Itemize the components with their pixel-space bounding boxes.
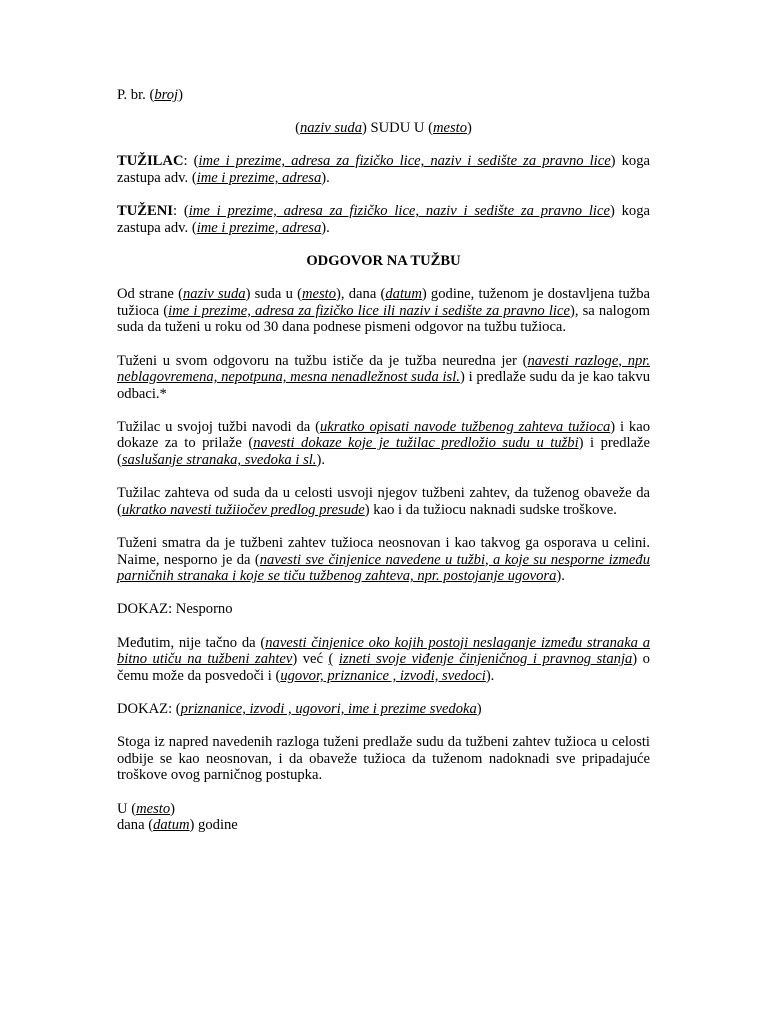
paragraph-delivery: Od strane (naziv suda) suda u (mesto), dana (datum) godine, tuženom je dostavljena tužba tužioca (ime i prezime, adresa za fizičko lice ili naziv i sedište za pravno lice), sa nalogom suda da tuženi u roku od 30 dana podnese pismeni odgovor na tužbu tužioca. xyxy=(117,286,650,336)
court-heading: (naziv suda) SUDU U (mesto) xyxy=(295,120,472,137)
placeholder-mesto: mesto xyxy=(136,800,171,817)
placeholder-defendant-lawyer: ime i prezime, adresa xyxy=(196,219,322,236)
plaintiff-label: TUŽILAC xyxy=(117,153,184,170)
placeholder-broj: broj xyxy=(154,87,179,103)
case-number: P. br. (broj) xyxy=(117,87,183,103)
placeholder-mesto: mesto xyxy=(301,286,337,303)
paragraph-disputed-facts: Međutim, nije tačno da (navesti činjenice oko kojih postoji neslaganje između stranaka a bitno utiču na tužbeni zahtev) već ( izneti svoje viđenje činjeničnog i pravnog stanja) o čemu može da posvedoči i (ugovor, priznanice , izvodi, svedoci). xyxy=(117,634,651,684)
placeholder-plaintiff-name: ime i prezime, adresa za fizičko lice, naziv i sedište za pravno lice xyxy=(198,153,611,170)
placeholder-defendant-name: ime i prezime, adresa za fizičko lice, naziv i sedište za pravno lice xyxy=(188,203,610,220)
evidence-list: DOKAZ: (priznanice, izvodi , ugovori, ime i prezime svedoka) xyxy=(117,700,482,717)
placeholder-datum: datum xyxy=(153,817,190,834)
placeholder-naziv-suda: naziv suda xyxy=(299,120,362,137)
evidence-undisputed: DOKAZ: Nesporno xyxy=(117,601,233,618)
defendant-paragraph: TUŽENI: (ime i prezime, adresa za fizičko lice, naziv i sedište za pravno lice) koga zastupa adv. (ime i prezime, adresa). xyxy=(117,203,650,236)
placeholder-own-view: izneti svoje viđenje činjeničnog i pravnog stanja xyxy=(338,651,633,668)
placeholder-disputed-facts: navesti činjenice oko kojih postoji neslaganje između stranaka a bitno utiču na tužbeni zahtev xyxy=(117,634,651,668)
placeholder-evidence: navesti dokaze koje je tužilac predložio sudu u tužbi xyxy=(253,435,579,452)
paragraph-plaintiff-demands: Tužilac zahteva od suda da u celosti usvoji njegov tužbeni zahtev, da tuženog obaveže da (ukratko navesti tužiiočev predlog presude) kao i da tužiocu naknadi sudske troškove. xyxy=(117,485,650,518)
placeholder-reasons: navesti razloge, npr. neblagovremena, nepotpuna, mesna nenadležnost suda isl. xyxy=(117,352,650,386)
placeholder-undisputed-facts: navesti sve činjenice navedene u tužbi, a koje su nesporne između parničnih stranaka i koje se tiču tužbenog zahteva, npr. postojanje ugovora xyxy=(117,551,650,585)
placeholder-claim-summary: ukratko opisati navode tužbenog zahteva tužioca xyxy=(320,418,611,435)
placeholder-judgment-proposal: ukratko navesti tužiiočev predlog presude xyxy=(121,501,365,518)
placeholder-evidence-list: priznanice, izvodi , ugovori, ime i prezime svedoka xyxy=(180,700,477,717)
paragraph-undisputed-facts: Tuženi smatra da je tužbeni zahtev tužioca neosnovan i kao takvog ga osporava u celini. Naime, nesporno je da (navesti sve činjenice navedene u tužbi, a koje su nesporne između parničnih stranaka i koje se tiču tužbenog zahteva, npr. postojanje ugovora). xyxy=(117,535,650,585)
placeholder-plaintiff-lawyer: ime i prezime, adresa xyxy=(196,169,322,186)
defendant-label: TUŽENI xyxy=(117,203,173,220)
placeholder-datum: datum xyxy=(385,286,422,303)
paragraph-irregular-claim: Tuženi u svom odgovoru na tužbu ističe da je tužba neuredna jer (navesti razloge, npr. neblagovremena, nepotpuna, mesna nenadležnost suda isl.) i predlaže sudu da je kao takvu odbaci.* xyxy=(117,352,650,402)
date-line: dana (datum) godine xyxy=(117,817,238,834)
placeholder-naziv-suda: naziv suda xyxy=(182,286,246,303)
paragraph-conclusion: Stoga iz napred navedenih razloga tuženi predlaže sudu da tužbeni zahtev tužioca u celosti odbije se kao neosnovan, i da obaveže tužioca da tuženom nadoknadi sve pripadajuće troškove ovog parničnog postupka. xyxy=(117,734,650,784)
paragraph-plaintiff-claims: Tužilac u svojoj tužbi navodi da (ukratko opisati navode tužbenog zahteva tužioca) i kao dokaze za to prilaže (navesti dokaze koje je tužilac predložio sudu u tužbi) i predlaže (saslušanje stranaka, svedoka i sl.). xyxy=(117,418,650,469)
plaintiff-paragraph: TUŽILAC: (ime i prezime, adresa za fizičko lice, naziv i sedište za pravno lice) koga zastupa adv. (ime i prezime, adresa). xyxy=(117,153,650,186)
placeholder-documents: ugovor, priznanice , izvodi, svedoci xyxy=(280,667,486,684)
placeholder-plaintiff-info: ime i prezime, adresa za fizičko lice ili naziv i sedište za pravno lice xyxy=(168,302,570,319)
document-title: ODGOVOR NA TUŽBU xyxy=(306,252,461,269)
document-page xyxy=(117,87,650,834)
placeholder-hearing: saslušanje stranaka, svedoka i sl. xyxy=(121,452,317,469)
place-line: U (mesto) xyxy=(117,800,175,817)
placeholder-mesto: mesto xyxy=(432,120,468,137)
